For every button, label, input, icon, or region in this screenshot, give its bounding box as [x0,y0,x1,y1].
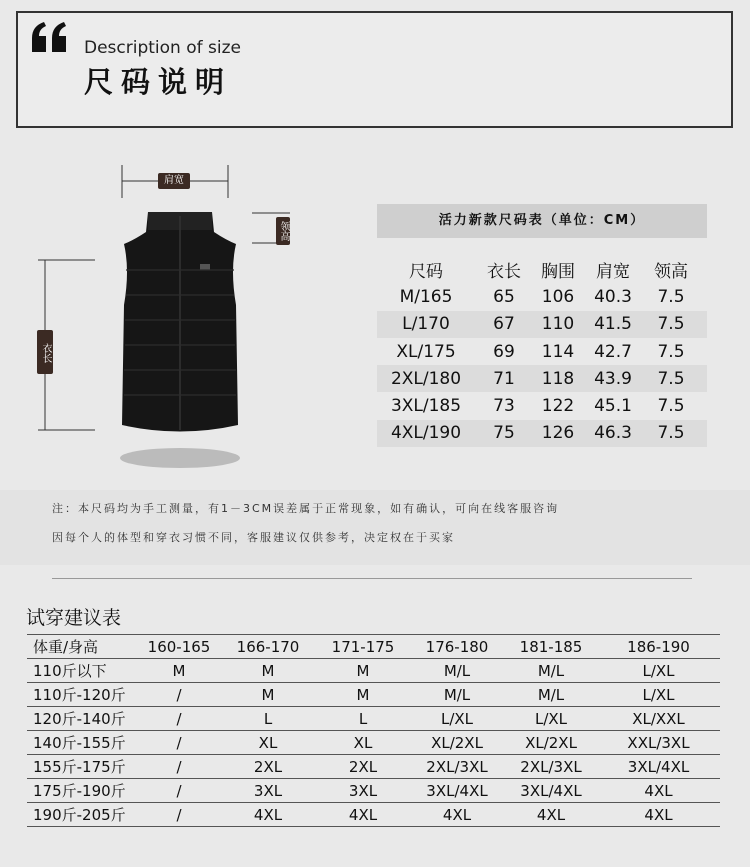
header-cell: 胸围 [541,262,575,283]
size-cell: 67 [493,314,515,335]
size-cell: 126 [541,423,575,444]
fit-cell: M/L [505,659,597,683]
divider [52,578,692,579]
shoulder-width-label: 肩宽 [158,173,190,189]
size-chart-title: 活力新款尺码表（单位：CM） [377,204,707,238]
size-cell: 2XL/180 [390,368,462,389]
size-row [377,283,707,310]
fit-cell: L/XL [597,659,720,683]
fit-cell: 4XL [219,803,317,827]
fit-cell: 4XL [505,803,597,827]
fit-cell: M/L [409,659,505,683]
fit-cell: 2XL/3XL [409,755,505,779]
size-cell: 73 [493,396,515,417]
fit-cell: 2XL [317,755,409,779]
note-line-2: 因每个人的体型和穿衣习惯不同，客服建议仅供参考，决定权在于买家 [52,531,455,544]
size-cell: 110 [541,314,575,335]
size-cell: 41.5 [594,314,632,335]
size-cell: 46.3 [594,423,632,444]
fit-cell: 4XL [597,779,720,803]
fit-chart-title: 试穿建议表 [26,607,122,629]
header-cell: 186-190 [597,635,720,659]
size-row [377,338,707,365]
size-cell: 7.5 [657,286,685,307]
fit-cell: 3XL/4XL [505,779,597,803]
page-title: 尺码说明 [84,65,233,99]
fit-cell: M [317,683,409,707]
fit-cell: / [139,755,219,779]
fit-cell: 190斤-205斤 [27,803,139,827]
description-subtitle: Description of size [84,38,241,58]
size-cell: 71 [493,368,515,389]
size-cell: 3XL/185 [390,396,462,417]
fit-cell: / [139,683,219,707]
size-cell: 106 [541,286,575,307]
size-chart-table [377,256,707,447]
size-row [377,365,707,392]
fit-cell: / [139,803,219,827]
size-cell: 7.5 [657,368,685,389]
size-cell: 4XL/190 [390,423,462,444]
fit-cell: 4XL [597,803,720,827]
header-cell: 肩宽 [596,262,630,283]
fit-row [27,707,720,731]
size-cell: 7.5 [657,396,685,417]
fit-cell: XL/2XL [409,731,505,755]
header-cell: 166-170 [219,635,317,659]
fit-cell: XXL/3XL [597,731,720,755]
size-cell: XL/175 [396,341,456,362]
fit-cell: M [317,659,409,683]
header-cell: 171-175 [317,635,409,659]
fit-cell: / [139,779,219,803]
fit-cell: XL [219,731,317,755]
fit-cell: 175斤-190斤 [27,779,139,803]
fit-cell: XL [317,731,409,755]
fit-cell: M/L [505,683,597,707]
fit-cell: M [219,683,317,707]
fit-row [27,659,720,683]
size-cell: 7.5 [657,423,685,444]
fit-cell: M/L [409,683,505,707]
header-cell: 160-165 [139,635,219,659]
fit-cell: L [317,707,409,731]
fit-cell: XL/2XL [505,731,597,755]
fit-row [27,731,720,755]
header-cell: 领高 [654,262,688,283]
header-cell: 尺码 [409,262,443,283]
size-cell: L/170 [402,314,450,335]
fit-cell: L/XL [409,707,505,731]
vest-illustration [30,160,300,480]
fit-cell: XL/XXL [597,707,720,731]
fit-cell: 3XL/4XL [597,755,720,779]
fit-row [27,779,720,803]
fit-cell: 4XL [317,803,409,827]
size-chart-header [377,256,707,283]
size-cell: 114 [541,341,575,362]
fit-cell: 3XL [317,779,409,803]
fit-cell: 110斤以下 [27,659,139,683]
fit-cell: L/XL [505,707,597,731]
header-cell: 衣长 [487,262,521,283]
fit-cell: / [139,731,219,755]
header-cell: 体重/身高 [27,635,139,659]
size-cell: 122 [541,396,575,417]
header-cell: 181-185 [505,635,597,659]
fit-cell: 120斤-140斤 [27,707,139,731]
fit-row [27,755,720,779]
fit-cell: 4XL [409,803,505,827]
size-cell: 40.3 [594,286,632,307]
quote-mark-icon [30,20,70,54]
fit-cell: 155斤-175斤 [27,755,139,779]
size-cell: 118 [541,368,575,389]
size-cell: 43.9 [594,368,632,389]
fit-cell: / [139,707,219,731]
fit-row [27,683,720,707]
size-row [377,420,707,447]
fit-cell: L/XL [597,683,720,707]
fit-cell: M [219,659,317,683]
size-cell: 42.7 [594,341,632,362]
fit-cell: 3XL/4XL [409,779,505,803]
size-cell: 69 [493,341,515,362]
fit-cell: 140斤-155斤 [27,731,139,755]
size-cell: 45.1 [594,396,632,417]
size-cell: 7.5 [657,341,685,362]
fit-cell: 110斤-120斤 [27,683,139,707]
fit-chart-table [27,634,720,827]
fit-cell: L [219,707,317,731]
fit-cell: 2XL/3XL [505,755,597,779]
size-cell: 7.5 [657,314,685,335]
fit-row [27,803,720,827]
header-cell: 176-180 [409,635,505,659]
size-row [377,311,707,338]
length-label: 衣长 [37,330,53,374]
size-cell: 65 [493,286,515,307]
fit-cell: 2XL [219,755,317,779]
size-row [377,392,707,419]
fit-header-row [27,635,720,659]
collar-height-label: 领高 [276,217,290,245]
size-cell: M/165 [399,286,453,307]
fit-cell: M [139,659,219,683]
fit-cell: 3XL [219,779,317,803]
note-line-1: 注：本尺码均为手工测量，有1－3CM误差属于正常现象，如有确认，可向在线客服咨询 [52,502,560,515]
size-cell: 75 [493,423,515,444]
